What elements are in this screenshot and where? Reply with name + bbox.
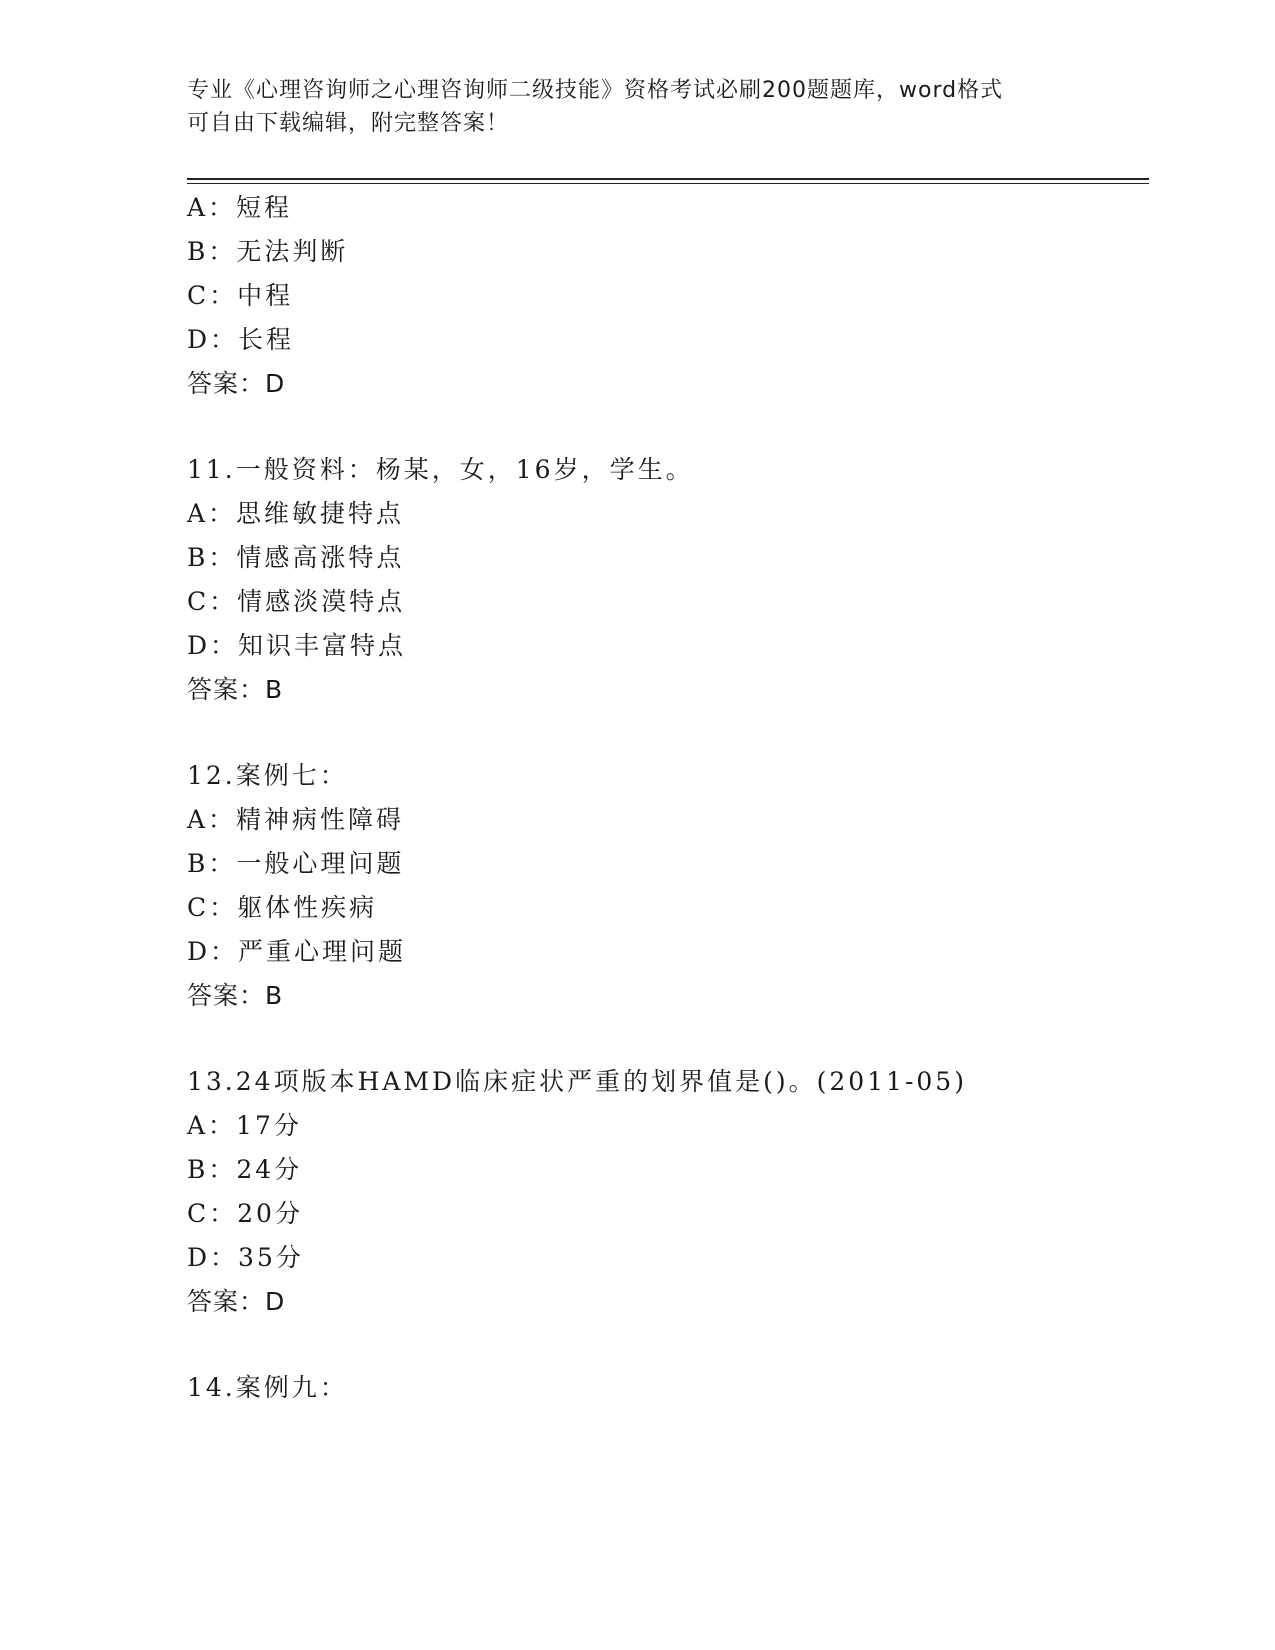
answer: 答案：D — [187, 369, 286, 398]
option-c: C：情感淡漠特点 — [187, 587, 406, 616]
header-divider — [187, 178, 1149, 184]
question-stem: 11.一般资料：杨某，女，16岁，学生。 — [187, 455, 694, 484]
header-line-2: 可自由下载编辑，附完整答案！ — [187, 111, 510, 136]
option-c: C：中程 — [187, 281, 294, 310]
option-a: A：17分 — [187, 1111, 302, 1140]
option-d: D：35分 — [187, 1243, 304, 1272]
question-stem: 13.24项版本HAMD临床症状严重的划界值是()。(2011-05) — [187, 1067, 967, 1096]
option-b: B：一般心理问题 — [187, 849, 405, 878]
option-a: A：精神病性障碍 — [187, 805, 405, 834]
question-stem: 14.案例九： — [187, 1373, 348, 1402]
option-a: A：短程 — [187, 193, 293, 222]
document-header — [187, 74, 1087, 140]
option-c: C：20分 — [187, 1199, 303, 1228]
option-c: C：躯体性疾病 — [187, 893, 378, 922]
option-d: D：严重心理问题 — [187, 937, 407, 966]
option-b: B：24分 — [187, 1155, 303, 1184]
answer: 答案：B — [187, 675, 284, 704]
option-d: D：知识丰富特点 — [187, 631, 407, 660]
option-a: A：思维敏捷特点 — [187, 499, 405, 528]
option-d: D：长程 — [187, 325, 295, 354]
question-stem: 12.案例七： — [187, 761, 348, 790]
answer: 答案：D — [187, 1287, 286, 1316]
option-b: B：无法判断 — [187, 237, 349, 266]
option-b: B：情感高涨特点 — [187, 543, 405, 572]
answer: 答案：B — [187, 981, 284, 1010]
header-line-1: 专业《心理咨询师之心理咨询师二级技能》资格考试必刷200题题库，word格式 — [187, 78, 1004, 103]
